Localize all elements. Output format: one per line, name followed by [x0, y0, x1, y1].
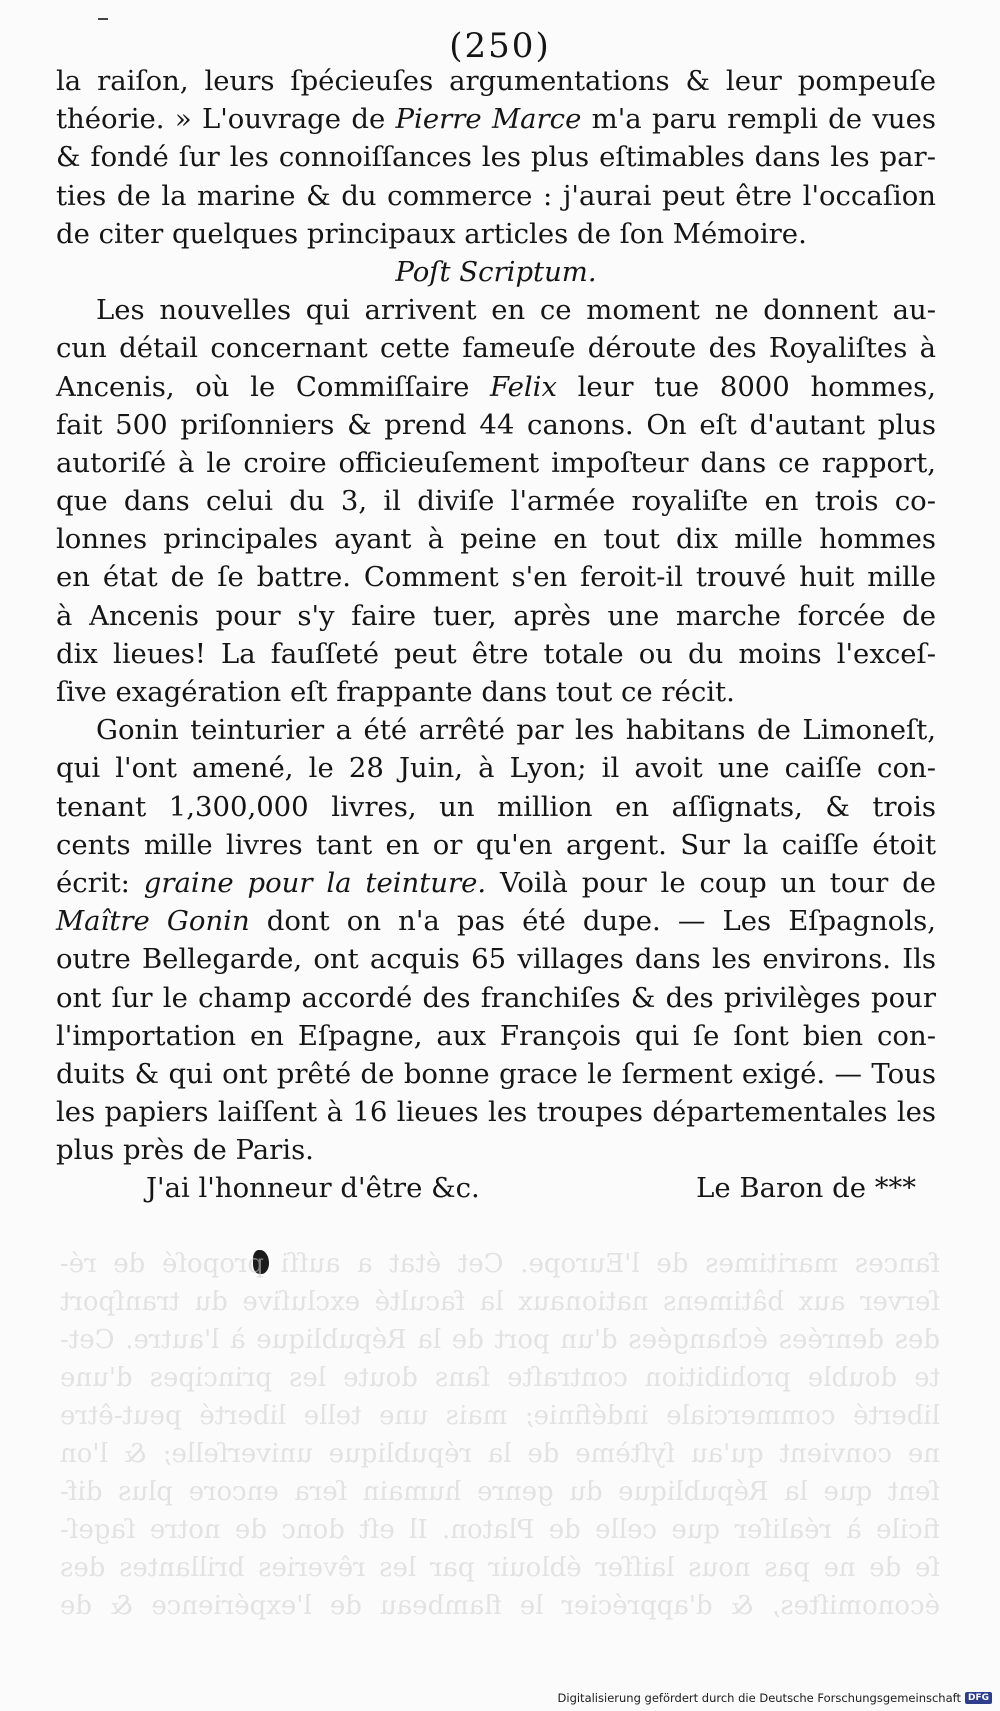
bleed-through-text: fances maritimes de l'Europe. Cet état a auſſi propoſé de ré- ſerver aux bâtimens nationaux la faculté excluſive du tranſport des denrées échangées d'un port de la République à l'autre. Cet- te double prohibition contraſte ſans doute les principes d'une liberté commerciale indéfinie; mais une telle liberté peut-être ne convient qu'au ſyſtème de la république univerſelle; & l'on ſent que la République du genre humain ſera encore plus dif- ficile à réaliſer que celle de Platon. Il eſt donc de notre ſageſ- ſe de ne pas nous laiſſer éblouir par les rêveries brillantes des économiſtes, & d'apprécier le flambeau de l'expérience & de	[60, 1249, 940, 1621]
text-line: de citer quelques principaux articles de ſon Mémoire.	[56, 217, 807, 250]
text-line: outre Bellegarde, ont acquis 65 villages dans les environs. Ils	[56, 943, 936, 976]
text-line: ſive exagération eſt frappante dans tout ce récit.	[56, 676, 735, 708]
dfg-logo: DFG	[965, 1692, 992, 1704]
text-line: dix lieues! La fauſſeté peut être totale ou du moins l'exceſ-	[56, 637, 936, 670]
text-line: à Ancenis pour s'y faire tuer, après une marche forcée de	[56, 599, 936, 632]
text-line: Maître Gonin dont on n'a pas été dupe. — Les Eſpagnols,	[56, 905, 936, 938]
italic-text: Maître Gonin	[56, 905, 250, 938]
text-line: en état de ſe battre. Comment s'en feroit-il trouvé huit mille	[56, 561, 936, 594]
text-line: qui l'ont amené, le 28 Juin, à Lyon; il avoit une caiſſe con-	[56, 752, 936, 785]
italic-text: graine pour la teinture.	[143, 866, 487, 899]
signature: Le Baron de ***	[696, 1172, 916, 1205]
text-line: écrit: graine pour la teinture. Voilà pour le coup un tour de	[56, 866, 936, 899]
text-line: que dans celui du 3, il diviſe l'armée royaliſte en trois co-	[56, 485, 936, 518]
text-line: la raiſon, leurs ſpécieuſes argumentations & leur pompeuſe	[56, 65, 936, 97]
closing-line	[56, 1169, 936, 1207]
text-line: fait 500 priſonniers & prend 44 canons. On eſt d'autant plus	[56, 408, 936, 441]
body-text	[56, 62, 936, 1208]
text-line: l'importation en Eſpagne, aux François qui ſe ſont bien con-	[56, 1019, 936, 1052]
text-line: & fondé ſur les connoiſſances les plus eſtimables dans les par-	[56, 141, 936, 174]
page-number: (250)	[449, 26, 551, 66]
text-line: plus près de Paris.	[56, 1134, 314, 1167]
footer-text: Digitalisierung gefördert durch die Deutsche Forschungsgemeinschaft	[557, 1691, 961, 1705]
text-line: Les nouvelles qui arrivent en ce moment ne donnent au-	[96, 294, 936, 327]
text-line: tenant 1,300,000 livres, un million en aſſignats, & trois	[56, 790, 936, 823]
text-line: lonnes principales ayant à peine en tout dix mille hommes	[56, 523, 936, 556]
footer	[558, 1691, 992, 1705]
text-line: cun détail concernant cette fameuſe déroute des Royaliſtes à	[56, 332, 936, 365]
italic-text: Felix	[490, 370, 557, 403]
text-line: ont ſur le champ accordé des franchiſes & des privilèges pour	[56, 981, 936, 1014]
text-line: Gonin teinturier a été arrêté par les habitans de Limoneſt,	[96, 714, 936, 747]
text-line: théorie. » L'ouvrage de Pierre Marce m'a paru rempli de vues	[56, 103, 936, 136]
ink-mark	[98, 18, 108, 20]
closing-salutation: J'ai l'honneur d'être &c.	[146, 1172, 480, 1205]
text-line: Ancenis, où le Commiſſaire Felix leur tue 8000 hommes,	[56, 370, 936, 403]
text-line: ties de la marine & du commerce : j'aurai peut être l'occaſion	[56, 179, 936, 212]
italic-text: Pierre Marce	[395, 103, 582, 136]
text-line: autoriſé à le croire officieuſement impoſteur dans ce rapport,	[56, 446, 936, 479]
text-line: duits & qui ont prêté de bonne grace le ſerment exigé. — Tous	[56, 1057, 936, 1090]
text-line: cents mille livres tant en or qu'en argent. Sur la caiſſe étoit	[56, 828, 936, 861]
text-line: les papiers laiſſent à 16 lieues les troupes départementales les	[56, 1096, 936, 1129]
postscript-heading: Poſt Scriptum.	[395, 255, 597, 288]
